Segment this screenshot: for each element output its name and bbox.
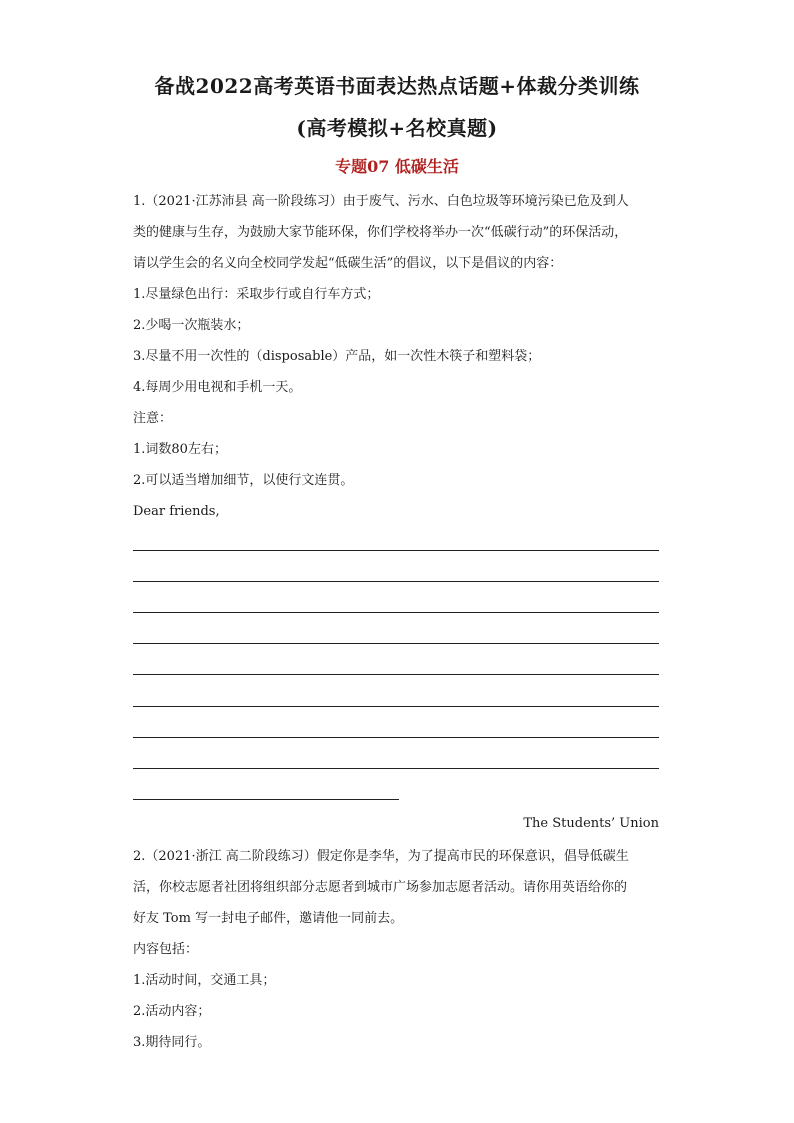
answer-line — [133, 581, 659, 582]
q1-line: 请以学生会的名义向全校同学发起“低碳生活”的倡议，以下是倡议的内容： — [133, 256, 563, 271]
q1-line: 1.词数80左右； — [133, 442, 227, 457]
answer-line — [133, 768, 659, 769]
answer-line-short — [133, 799, 399, 800]
q1-line: 注意： — [133, 411, 173, 426]
signature: The Students’ Union — [523, 816, 659, 831]
q1-line: 3.尽量不用一次性的（disposable）产品，如一次性木筷子和塑料袋； — [133, 349, 541, 364]
question-1-text — [133, 186, 663, 527]
salutation: Dear friends, — [133, 504, 220, 519]
q2-line: 2.活动内容； — [133, 1004, 211, 1019]
answer-line — [133, 612, 659, 613]
q1-line: 2.可以适当增加细节，以使行文连贯。 — [133, 473, 354, 488]
q2-line: 3.期待同行。 — [133, 1035, 211, 1050]
q1-line: 类的健康与生存，为鼓励大家节能环保，你们学校将举办一次“低碳行动”的环保活动， — [133, 225, 628, 240]
q2-line: 2.（2021·浙江 高二阶段练习）假定你是李华，为了提高市民的环保意识，倡导低碳生 — [133, 849, 629, 864]
answer-line — [133, 737, 659, 738]
answer-line — [133, 674, 659, 675]
answer-line — [133, 550, 659, 551]
q1-line: 1.（2021·江苏沛县 高一阶段练习）由于废气、污水、白色垃圾等环境污染已危及到人 — [133, 194, 629, 209]
q2-line: 1.活动时间，交通工具； — [133, 973, 276, 988]
q2-line: 内容包括： — [133, 942, 199, 957]
question-2-text — [133, 841, 663, 1058]
q2-line: 活，你校志愿者社团将组织部分志愿者到城市广场参加志愿者活动。请你用英语给你的 — [133, 880, 628, 895]
answer-line — [133, 706, 659, 707]
q2-line: 好友 Tom 写一封电子邮件，邀请他一同前去。 — [133, 911, 404, 926]
q1-line: 4.每周少用电视和手机一天。 — [133, 380, 302, 395]
q1-line: 2.少喝一次瓶装水； — [133, 318, 250, 333]
topic-subtitle: 专题07 低碳生活 — [335, 157, 459, 176]
document-title-line2: (高考模拟+名校真题) — [296, 116, 498, 140]
answer-line — [133, 643, 659, 644]
q1-line: 1.尽量绿色出行：采取步行或自行车方式； — [133, 287, 380, 302]
document-title-line1: 备战2022高考英语书面表达热点话题+体裁分类训练 — [154, 74, 640, 98]
